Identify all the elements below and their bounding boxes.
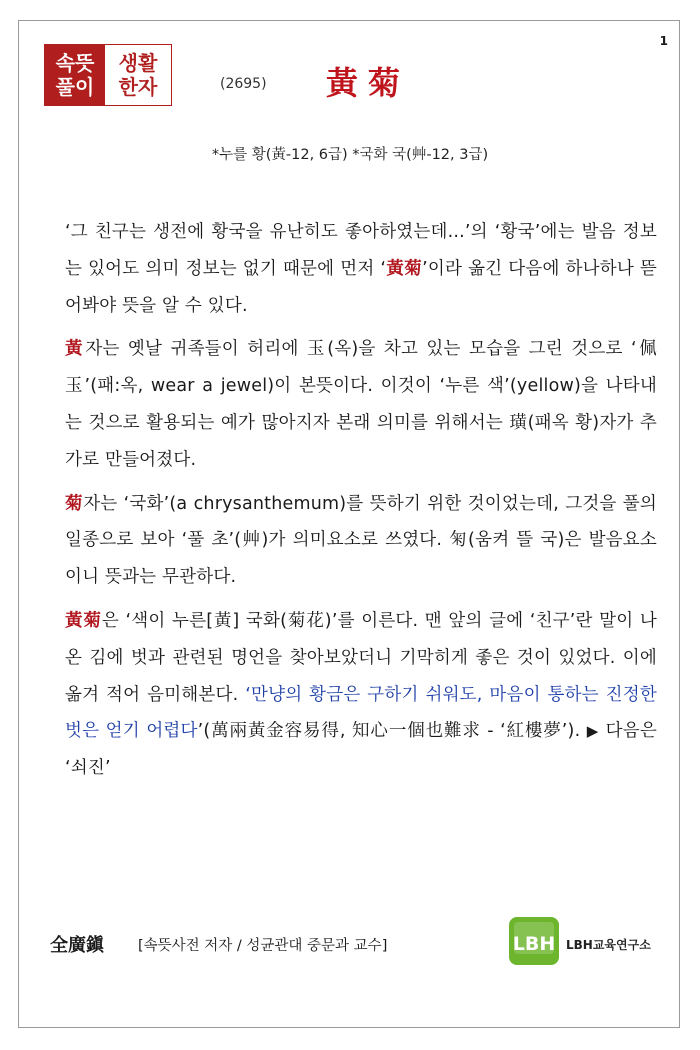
quote-highlight: ‘만냥의 황금은 구하기 쉬워도, 마음이 통하는 진정한 벗은 얻기 어렵다 [65, 684, 657, 742]
character-info: *누를 황(黃-12, 6급) *국화 국(艸-12, 3급) [211, 147, 489, 163]
next-arrow-icon: ▶ [586, 722, 600, 741]
paragraph-3 [45, 486, 657, 596]
issue-number: (2695) [220, 76, 267, 92]
paragraph-text: 은 ‘색이 누른[黃] 국화(菊花)’를 이른다. 맨 앞의 글에 ‘친구’란 말이 나온 김에 벗과 관련된 명언을 찾아보았더니 기막히게 좋은 것이 있었다. 이에 옮겨 적어 음미해본다. [65, 610, 657, 705]
series-logo-left [45, 45, 105, 105]
lbh-logo-icon [508, 914, 560, 968]
series-logo [44, 44, 172, 106]
paragraph-text: ’이라 옮긴 다음에 하나하나 뜯어봐야 뜻을 알 수 있다. [65, 258, 658, 316]
hanja-highlight: 菊 [65, 493, 84, 514]
page-number: 1 [659, 34, 668, 48]
organization-name: LBH교육연구소 [566, 938, 651, 952]
article-body [45, 214, 657, 787]
next-topic-text: 다음은 ‘쇠진’ [65, 721, 657, 779]
paragraph-text: 자는 ‘국화’(a chrysanthemum)를 뜻하기 위한 것이었는데, 그것을 풀의 일종으로 보아 ‘풀 초’(艸)가 의미요소로 쓰였다. 匊(움켜 뜰 국)은 발음요소이니 뜻과는 무관하다. [65, 493, 657, 588]
series-logo-text: 풀이 [55, 75, 95, 99]
series-logo-text: 속뜻 [55, 51, 95, 75]
series-logo-right [105, 45, 171, 105]
paragraph-2 [45, 331, 657, 478]
author-name: 全廣鎭 [50, 935, 104, 956]
paragraph-text: ’(萬兩黃金容易得, 知心一個也難求 - ‘紅樓夢’). [197, 721, 587, 742]
author-role: [속뜻사전 저자 / 성균관대 중문과 교수] [138, 938, 388, 954]
series-logo-text: 생활 [118, 51, 158, 75]
paragraph-text: 자는 옛날 귀족들이 허리에 玉(옥)을 차고 있는 모습을 그린 것으로 ‘佩玉’(패:옥, wear a jewel)이 본뜻이다. 이것이 ‘누른 색’(yellow)을 나타내는 것으로 활용되는 예가 많아지자 본래 의미를 위해서는 璜(패옥 황)자가 추가로 만들어졌다. [65, 339, 658, 470]
hanja-highlight: 黃菊 [386, 258, 423, 279]
paragraph-text: ‘그 친구는 생전에 황국을 유난히도 좋아하였는데...’의 ‘황국’에는 발음 정보는 있어도 의미 정보는 없기 때문에 먼저 ‘ [65, 222, 657, 279]
series-logo-text: 한자 [118, 75, 158, 99]
lbh-logo-mark-text: LBH [512, 933, 556, 955]
paragraph-4 [45, 603, 657, 787]
organization-logo [508, 914, 658, 972]
hanja-highlight: 黃 [65, 339, 86, 360]
paragraph-1 [45, 214, 657, 324]
page-title: 黃菊 [326, 64, 411, 102]
hanja-highlight: 黃菊 [65, 610, 102, 631]
